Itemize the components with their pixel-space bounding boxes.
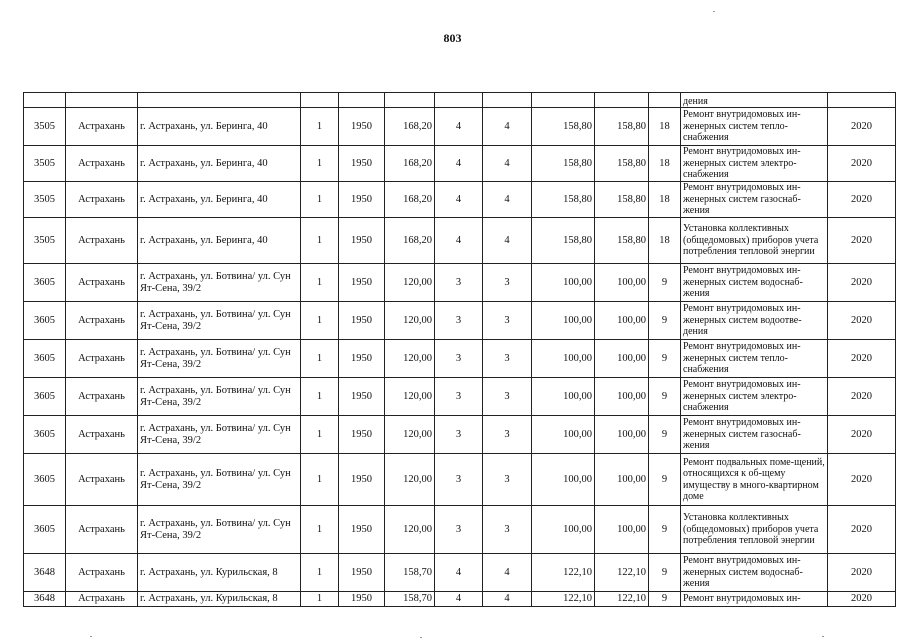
col8-cell: 3 [483, 416, 532, 454]
year-cell: 1950 [339, 146, 385, 182]
col4-cell: 1 [301, 554, 339, 592]
col4-cell: 1 [301, 416, 339, 454]
table-row [24, 416, 896, 454]
year-cell: 1950 [339, 416, 385, 454]
plan-year-cell: 2020 [828, 264, 896, 302]
address-cell: г. Астрахань, ул. Ботвина/ ул. Сун Ят-Сена, 39/2 [138, 378, 301, 416]
col9-cell: 100,00 [532, 302, 595, 340]
row-id-cell: 3605 [24, 454, 66, 506]
city-cell: Астрахань [66, 182, 138, 218]
address-cell: г. Астрахань, ул. Ботвина/ ул. Сун Ят-Сена, 39/2 [138, 264, 301, 302]
city-cell: Астрахань [66, 416, 138, 454]
col9-cell: 122,10 [532, 554, 595, 592]
col10-cell: 122,10 [595, 592, 649, 607]
area-cell: 168,20 [385, 182, 435, 218]
col9-cell: 100,00 [532, 264, 595, 302]
address-cell: г. Астрахань, ул. Беринга, 40 [138, 182, 301, 218]
row-id-cell: 3605 [24, 506, 66, 554]
row-id-cell: 3648 [24, 554, 66, 592]
address-cell: г. Астрахань, ул. Ботвина/ ул. Сун Ят-Сена, 39/2 [138, 340, 301, 378]
area-cell: 120,00 [385, 302, 435, 340]
row-id-cell: 3505 [24, 146, 66, 182]
city-cell: Астрахань [66, 146, 138, 182]
col8-cell: 4 [483, 182, 532, 218]
col11-cell: 9 [649, 340, 681, 378]
city-cell: Астрахань [66, 378, 138, 416]
col9-cell: 100,00 [532, 340, 595, 378]
year-cell: 1950 [339, 454, 385, 506]
plan-year-cell: 2020 [828, 592, 896, 607]
col4-cell: 1 [301, 302, 339, 340]
area-cell: 158,70 [385, 554, 435, 592]
col7-cell: 3 [435, 302, 483, 340]
year-cell: 1950 [339, 264, 385, 302]
work-type-cell: дения [681, 93, 828, 108]
col11-cell: 9 [649, 554, 681, 592]
plan-year-cell: 2020 [828, 182, 896, 218]
address-cell: г. Астрахань, ул. Ботвина/ ул. Сун Ят-Сена, 39/2 [138, 302, 301, 340]
col10-cell: 100,00 [595, 506, 649, 554]
col9-cell: 158,80 [532, 218, 595, 264]
table-row [24, 146, 896, 182]
col7-cell: 4 [435, 146, 483, 182]
address-cell: г. Астрахань, ул. Ботвина/ ул. Сун Ят-Сена, 39/2 [138, 506, 301, 554]
col9-cell: 158,80 [532, 182, 595, 218]
col8-cell: 3 [483, 506, 532, 554]
work-type-cell: Установка коллективных (общедомовых) приборов учета потребления тепловой энергии [681, 506, 828, 554]
address-cell: г. Астрахань, ул. Беринга, 40 [138, 218, 301, 264]
work-type-cell: Ремонт подвальных поме-щений, относящихся к об-щему имуществу в много-квартирном доме [681, 454, 828, 506]
plan-year-cell: 2020 [828, 416, 896, 454]
col11-cell: 9 [649, 302, 681, 340]
area-cell: 120,00 [385, 378, 435, 416]
col4-cell: 1 [301, 378, 339, 416]
year-cell: 1950 [339, 108, 385, 146]
col10-cell: 100,00 [595, 340, 649, 378]
col7-cell: 3 [435, 340, 483, 378]
city-cell: Астрахань [66, 264, 138, 302]
col4-cell: 1 [301, 182, 339, 218]
address-cell: г. Астрахань, ул. Беринга, 40 [138, 108, 301, 146]
col11-cell: 9 [649, 506, 681, 554]
year-cell: 1950 [339, 506, 385, 554]
row-id-cell: 3505 [24, 182, 66, 218]
col7-cell: 4 [435, 554, 483, 592]
area-cell: 168,20 [385, 146, 435, 182]
row-id-cell: 3505 [24, 108, 66, 146]
table-row [24, 506, 896, 554]
col4-cell: 1 [301, 264, 339, 302]
col4-cell: 1 [301, 454, 339, 506]
plan-year-cell: 2020 [828, 554, 896, 592]
plan-year-cell: 2020 [828, 108, 896, 146]
col9-cell: 100,00 [532, 416, 595, 454]
col11-cell: 18 [649, 108, 681, 146]
table-row [24, 182, 896, 218]
scan-speck [420, 637, 422, 638]
col9-cell: 158,80 [532, 146, 595, 182]
col8-cell: 4 [483, 108, 532, 146]
col9-cell: 158,80 [532, 108, 595, 146]
year-cell: 1950 [339, 218, 385, 264]
col11-cell: 18 [649, 182, 681, 218]
area-cell: 120,00 [385, 416, 435, 454]
col9-cell: 100,00 [532, 506, 595, 554]
address-cell: г. Астрахань, ул. Ботвина/ ул. Сун Ят-Сена, 39/2 [138, 454, 301, 506]
scan-speck [713, 11, 715, 12]
year-cell: 1950 [339, 592, 385, 607]
work-type-cell: Ремонт внутридомовых ин-женерных систем водоотве-дения [681, 302, 828, 340]
col7-cell: 4 [435, 182, 483, 218]
col4-cell: 1 [301, 506, 339, 554]
col8-cell: 3 [483, 454, 532, 506]
year-cell: 1950 [339, 554, 385, 592]
scan-speck [90, 636, 92, 637]
col10-cell: 158,80 [595, 108, 649, 146]
area-cell: 120,00 [385, 454, 435, 506]
row-id-cell: 3648 [24, 592, 66, 607]
col11-cell: 18 [649, 146, 681, 182]
year-cell: 1950 [339, 378, 385, 416]
city-cell: Астрахань [66, 108, 138, 146]
col9-cell: 100,00 [532, 378, 595, 416]
plan-year-cell: 2020 [828, 454, 896, 506]
work-type-cell: Ремонт внутридомовых ин-женерных систем газоснаб-жения [681, 182, 828, 218]
work-type-cell: Ремонт внутридомовых ин-женерных систем электро-снабжения [681, 146, 828, 182]
city-cell: Астрахань [66, 454, 138, 506]
row-id-cell: 3605 [24, 378, 66, 416]
table-row [24, 554, 896, 592]
col7-cell: 4 [435, 592, 483, 607]
table-row [24, 340, 896, 378]
work-type-cell: Ремонт внутридомовых ин-женерных систем тепло-снабжения [681, 108, 828, 146]
row-id-cell: 3605 [24, 264, 66, 302]
col4-cell: 1 [301, 218, 339, 264]
work-type-cell: Ремонт внутридомовых ин-женерных систем водоснаб-жения [681, 554, 828, 592]
row-id-cell: 3505 [24, 218, 66, 264]
plan-year-cell: 2020 [828, 218, 896, 264]
city-cell: Астрахань [66, 554, 138, 592]
city-cell: Астрахань [66, 592, 138, 607]
col10-cell: 100,00 [595, 378, 649, 416]
col7-cell: 3 [435, 416, 483, 454]
col10-cell: 100,00 [595, 264, 649, 302]
table-row [24, 302, 896, 340]
address-cell: г. Астрахань, ул. Курильская, 8 [138, 592, 301, 607]
plan-year-cell: 2020 [828, 378, 896, 416]
work-type-cell: Ремонт внутридомовых ин-женерных систем водоснаб-жения [681, 264, 828, 302]
table-row [24, 108, 896, 146]
col4-cell: 1 [301, 340, 339, 378]
city-cell: Астрахань [66, 340, 138, 378]
col7-cell: 3 [435, 264, 483, 302]
year-cell: 1950 [339, 182, 385, 218]
col10-cell: 100,00 [595, 416, 649, 454]
city-cell: Астрахань [66, 506, 138, 554]
table-row [24, 378, 896, 416]
col11-cell: 9 [649, 378, 681, 416]
col7-cell: 3 [435, 378, 483, 416]
plan-year-cell: 2020 [828, 506, 896, 554]
col7-cell: 3 [435, 506, 483, 554]
col10-cell: 100,00 [595, 302, 649, 340]
col8-cell: 4 [483, 146, 532, 182]
work-type-cell: Ремонт внутридомовых ин-женерных систем электро-снабжения [681, 378, 828, 416]
col7-cell: 3 [435, 454, 483, 506]
work-type-cell: Ремонт внутридомовых ин-женерных систем газоснаб-жения [681, 416, 828, 454]
col9-cell: 122,10 [532, 592, 595, 607]
table-row [24, 454, 896, 506]
col10-cell: 158,80 [595, 182, 649, 218]
col8-cell: 3 [483, 264, 532, 302]
row-id-cell: 3605 [24, 302, 66, 340]
city-cell: Астрахань [66, 302, 138, 340]
city-cell: Астрахань [66, 218, 138, 264]
col11-cell: 9 [649, 264, 681, 302]
col8-cell: 4 [483, 554, 532, 592]
area-cell: 168,20 [385, 218, 435, 264]
scan-speck [822, 636, 824, 637]
year-cell: 1950 [339, 302, 385, 340]
table-row [24, 264, 896, 302]
year-cell: 1950 [339, 340, 385, 378]
col7-cell: 4 [435, 108, 483, 146]
col10-cell: 122,10 [595, 554, 649, 592]
col10-cell: 100,00 [595, 454, 649, 506]
col4-cell: 1 [301, 108, 339, 146]
col8-cell: 4 [483, 592, 532, 607]
table-row [24, 592, 896, 607]
col8-cell: 3 [483, 340, 532, 378]
carryover-row [24, 93, 896, 108]
area-cell: 168,20 [385, 108, 435, 146]
col4-cell: 1 [301, 592, 339, 607]
capital-repair-table [23, 92, 896, 607]
col7-cell: 4 [435, 218, 483, 264]
col8-cell: 4 [483, 218, 532, 264]
col11-cell: 9 [649, 416, 681, 454]
area-cell: 120,00 [385, 506, 435, 554]
row-id-cell: 3605 [24, 416, 66, 454]
col4-cell: 1 [301, 146, 339, 182]
table-row [24, 218, 896, 264]
plan-year-cell: 2020 [828, 146, 896, 182]
work-type-cell: Установка коллективных (общедомовых) приборов учета потребления тепловой энергии [681, 218, 828, 264]
address-cell: г. Астрахань, ул. Ботвина/ ул. Сун Ят-Сена, 39/2 [138, 416, 301, 454]
col10-cell: 158,80 [595, 146, 649, 182]
page-number: 803 [443, 31, 462, 45]
area-cell: 120,00 [385, 264, 435, 302]
work-type-cell: Ремонт внутридомовых ин-женерных систем тепло-снабжения [681, 340, 828, 378]
plan-year-cell: 2020 [828, 302, 896, 340]
col11-cell: 9 [649, 454, 681, 506]
col10-cell: 158,80 [595, 218, 649, 264]
area-cell: 120,00 [385, 340, 435, 378]
address-cell: г. Астрахань, ул. Беринга, 40 [138, 146, 301, 182]
col8-cell: 3 [483, 302, 532, 340]
row-id-cell: 3605 [24, 340, 66, 378]
col11-cell: 18 [649, 218, 681, 264]
work-type-cell: Ремонт внутридомовых ин- [681, 592, 828, 607]
plan-year-cell: 2020 [828, 340, 896, 378]
col8-cell: 3 [483, 378, 532, 416]
address-cell: г. Астрахань, ул. Курильская, 8 [138, 554, 301, 592]
col9-cell: 100,00 [532, 454, 595, 506]
col11-cell: 9 [649, 592, 681, 607]
area-cell: 158,70 [385, 592, 435, 607]
